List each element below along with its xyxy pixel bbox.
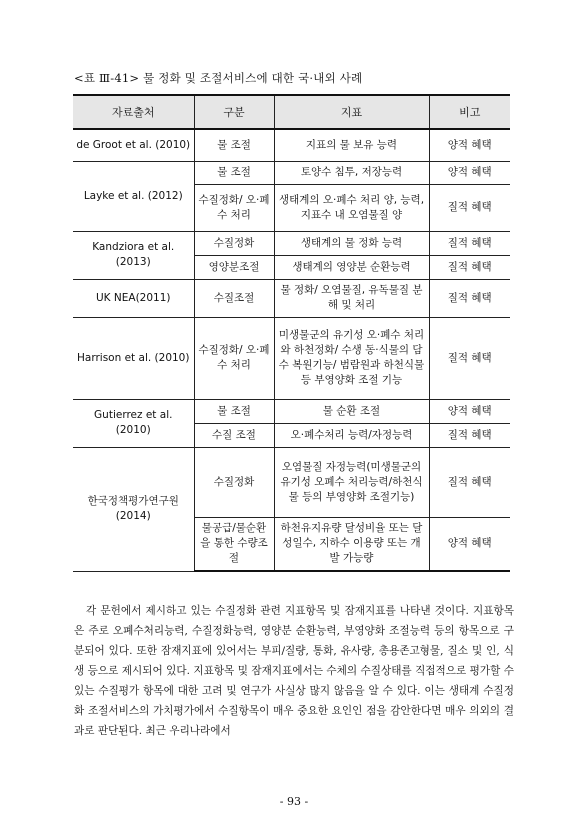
category-cell: 수질정화/ 오·폐수 처리	[194, 317, 274, 399]
indicator-cell: 물 정화/ 오염물질, 유독물질 분해 및 처리	[274, 279, 429, 317]
table-row	[73, 279, 510, 317]
indicator-cell: 생태계의 오·폐수 처리 양, 능력, 지표수 내 오염물질 양	[274, 184, 429, 231]
note-cell: 질적 혜택	[429, 317, 510, 399]
note-cell: 양적 혜택	[429, 161, 510, 184]
table-row	[73, 447, 510, 517]
source-cell: Gutierrez et al. (2010)	[73, 399, 194, 447]
source-cell: Kandziora et al. (2013)	[73, 231, 194, 279]
table-caption: <표 Ⅲ-41> 물 정화 및 조절서비스에 대한 국·내외 사례	[74, 71, 363, 85]
case-table	[73, 94, 510, 572]
source-cell: UK NEA(2011)	[73, 279, 194, 317]
category-cell: 수질 조절	[194, 423, 274, 447]
table-row	[73, 317, 510, 399]
source-cell: Harrison et al. (2010)	[73, 317, 194, 399]
source-cell: 한국정책평가연구원 (2014)	[73, 447, 194, 571]
note-cell: 질적 혜택	[429, 255, 510, 279]
header-source: 자료출처	[73, 95, 194, 129]
header-indicator: 지표	[274, 95, 429, 129]
header-note: 비고	[429, 95, 510, 129]
category-cell: 물 조절	[194, 399, 274, 423]
note-cell: 질적 혜택	[429, 423, 510, 447]
category-cell: 물 조절	[194, 129, 274, 161]
indicator-cell: 생태계의 물 정화 능력	[274, 231, 429, 255]
table-row	[73, 161, 510, 184]
note-cell: 양적 혜택	[429, 399, 510, 423]
paragraph-text: 각 문헌에서 제시하고 있는 수질정화 관련 지표항목 및 잠재지표를 나타낸 것이다. 지표항목은 주로 오폐수처리능력, 수질정화능력, 영양분 순환능력, 부영양화 조절능력 등의 항목으로 구분되어 있다. 또한 잠재지표에 있어서는 부피/질량, 통화, 유사량, 총용존고형물, 질소 및 인, 식생 등으로 제시되어 있다. 지표항목 및 잠재지표에서는 수체의 수질상태를 직접적으로 평가할 수 있는 수질평가 항목에 대한 고려 및 연구가 사실상 많지 않음을 알 수 있다. 이는 생태계 수질정화 조절서비스의 가치평가에서 수질항목이 매우 중요한 요인인 점을 감안한다면 매우 의외의 결과로 판단된다. 최근 우리나라에서	[74, 605, 514, 737]
category-cell: 물 조절	[194, 161, 274, 184]
note-cell: 질적 혜택	[429, 279, 510, 317]
category-cell: 물공급/물순환을 통한 수량조절	[194, 517, 274, 571]
table-row	[73, 399, 510, 423]
indicator-cell: 오·폐수처리 능력/자정능력	[274, 423, 429, 447]
indicator-cell: 물 순환 조절	[274, 399, 429, 423]
category-cell: 수질정화	[194, 231, 274, 255]
note-cell: 양적 혜택	[429, 517, 510, 571]
table-row	[73, 231, 510, 255]
indicator-cell: 생태계의 영양분 순환능력	[274, 255, 429, 279]
body-paragraph	[74, 601, 514, 741]
note-cell: 질적 혜택	[429, 447, 510, 517]
note-cell: 양적 혜택	[429, 129, 510, 161]
indicator-cell: 오염물질 자정능력(미생물군의 유기성 오폐수 처리능력/하천식물 등의 부영양화 조절기능)	[274, 447, 429, 517]
category-cell: 수질정화/ 오·폐수 처리	[194, 184, 274, 231]
table-header-row	[73, 95, 510, 129]
note-cell: 질적 혜택	[429, 231, 510, 255]
category-cell: 수질조절	[194, 279, 274, 317]
table-row	[73, 129, 510, 161]
note-cell: 질적 혜택	[429, 184, 510, 231]
source-cell: de Groot et al. (2010)	[73, 129, 194, 161]
page-number: - 93 -	[279, 795, 309, 808]
indicator-cell: 하천유지유량 달성비율 또는 달성일수, 지하수 이용량 또는 개발 가능량	[274, 517, 429, 571]
source-cell: Layke et al. (2012)	[73, 161, 194, 231]
indicator-cell: 지표의 물 보유 능력	[274, 129, 429, 161]
indicator-cell: 미생물군의 유기성 오·폐수 처리와 하천정화/ 수생 동·식물의 담수 복원기능/ 범람원과 하천식물 등 부영양화 조절 기능	[274, 317, 429, 399]
category-cell: 수질정화	[194, 447, 274, 517]
category-cell: 영양분조절	[194, 255, 274, 279]
indicator-cell: 토양수 침투, 저장능력	[274, 161, 429, 184]
header-category: 구분	[194, 95, 274, 129]
